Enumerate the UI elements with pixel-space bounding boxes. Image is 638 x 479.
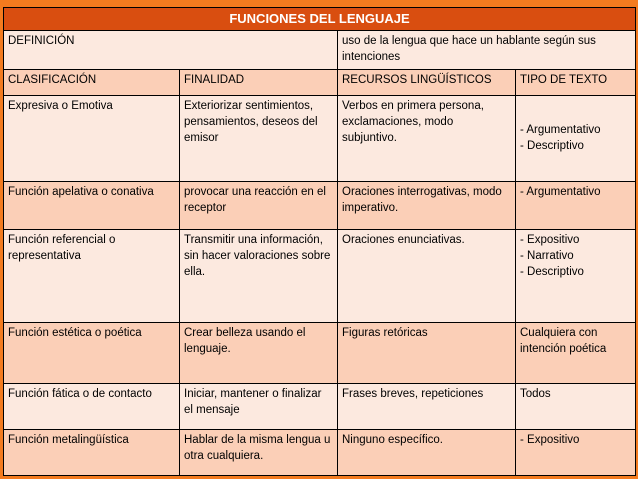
table-row (4, 383, 636, 430)
table-row (4, 181, 636, 230)
row-recursos: Figuras retóricas (338, 323, 516, 383)
tipo-item: Cualquiera con intención poética (520, 327, 607, 356)
row-clasificacion: Función metalingüística (4, 430, 180, 476)
row-clasificacion: Expresiva o Emotiva (4, 95, 180, 181)
row-recursos: Verbos en primera persona, exclamaciones, modo subjuntivo. (338, 95, 516, 181)
row-recursos: Oraciones interrogativas, modo imperativo. (338, 181, 516, 230)
tipo-item: - Expositivo (520, 434, 580, 447)
table-row (4, 430, 636, 476)
header-recursos: RECURSOS LINGÜÍSTICOS (338, 70, 516, 95)
definicion-value: uso de la lengua que hace un hablante según sus intenciones (338, 31, 636, 70)
funciones-table (3, 7, 636, 476)
row-recursos: Frases breves, repeticiones (338, 383, 516, 430)
row-clasificacion: Función apelativa o conativa (4, 181, 180, 230)
header-clasificacion: CLASIFICACIÓN (4, 70, 180, 95)
tipo-item: - Expositivo (520, 234, 580, 247)
row-tipo (516, 430, 636, 476)
table-row (4, 323, 636, 383)
row-recursos: Ninguno específico. (338, 430, 516, 476)
tipo-item: - Descriptivo (520, 266, 584, 279)
header-tipo: TIPO DE TEXTO (516, 70, 636, 95)
row-recursos: Oraciones enunciativas. (338, 230, 516, 323)
header-finalidad: FINALIDAD (180, 70, 338, 95)
row-clasificacion: Función referencial o representativa (4, 230, 180, 323)
table-row (4, 95, 636, 181)
row-clasificacion: Función estética o poética (4, 323, 180, 383)
row-clasificacion: Función fática o de contacto (4, 383, 180, 430)
row-finalidad: Exteriorizar sentimientos, pensamientos, deseos del emisor (180, 95, 338, 181)
definicion-label: DEFINICIÓN (4, 31, 338, 70)
row-tipo (516, 95, 636, 181)
row-finalidad: Crear belleza usando el lenguaje. (180, 323, 338, 383)
tipo-item: - Argumentativo (520, 185, 601, 198)
table-title: FUNCIONES DEL LENGUAJE (4, 8, 636, 31)
tipo-item: - Narrativo (520, 250, 574, 263)
tipo-item: - Argumentativo (520, 124, 601, 137)
tipo-item: Todos (520, 387, 551, 400)
tipo-item: - Descriptivo (520, 140, 584, 153)
table-row (4, 230, 636, 323)
row-tipo (516, 383, 636, 430)
row-finalidad: Transmitir una información, sin hacer valoraciones sobre ella. (180, 230, 338, 323)
row-tipo (516, 230, 636, 323)
row-finalidad: Hablar de la misma lengua u otra cualquiera. (180, 430, 338, 476)
row-finalidad: provocar una reacción en el receptor (180, 181, 338, 230)
row-finalidad: Iniciar, mantener o finalizar el mensaje (180, 383, 338, 430)
row-tipo (516, 181, 636, 230)
row-tipo (516, 323, 636, 383)
